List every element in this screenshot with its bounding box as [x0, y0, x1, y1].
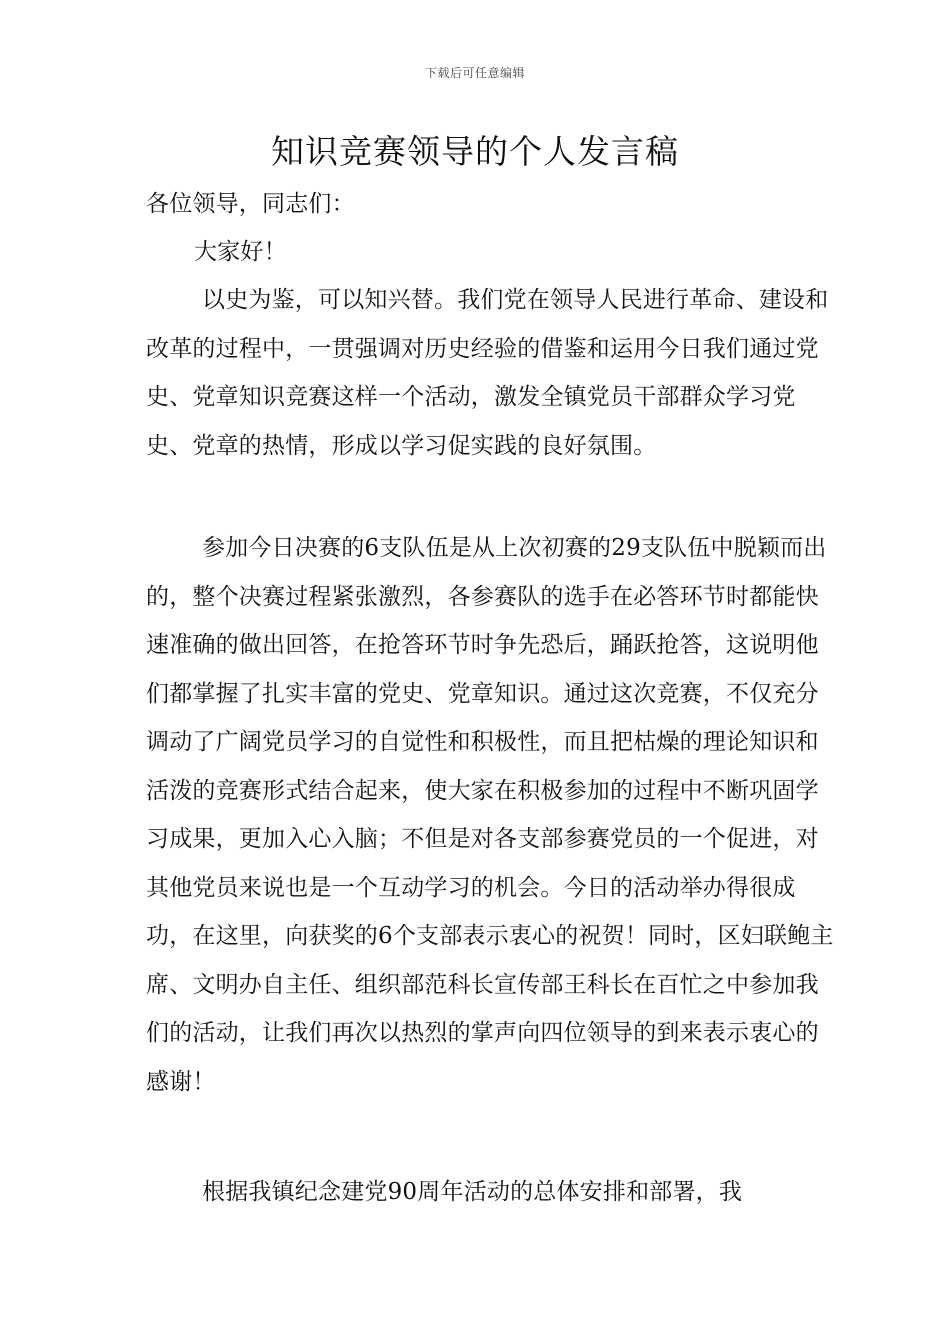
body-paragraph: 以史为鉴，可以知兴替。我们党在领导人民进行革命、建设和改革的过程中，一贯强调对历史经验的借鉴和运用今日我们通过党史、党章知识竞赛这样一个活动，激发全镇党员干部群众学习党史、党章的热情，形成以学习促实践的良好氛围。	[146, 287, 829, 459]
body-paragraph: 参加今日决赛的6支队伍是从上次初赛的29支队伍中脱颖而出的，整个决赛过程紧张激烈，各参赛队的选手在必答环节时都能快速准确的做出回答，在抢答环节时争先恐后，踊跃抢答，这说明他们都掌握了扎实丰富的党史、党章知识。通过这次竞赛，不仅充分调动了广阔党员学习的自觉性和积极性，而且把枯燥的理论知识和活泼的竞赛形式结合起来，使大家在积极参加的过程中不断巩固学习成果，更加入心入脑；不但是对各支部参赛党员的一个促进，对其他党员来说也是一个互动学习的机会。今日的活动举办得很成功，在这里，向获奖的6个支部表示衷心的祝贺！同时，区妇联鲍主席、文明办自主任、组织部范科长宣传部王科长在百忙之中参加我们的活动，让我们再次以热烈的掌声向四位领导的到来表示衷心的感谢！	[146, 535, 834, 1095]
body-paragraph: 根据我镇纪念建党90周年活动的总体安排和部署，我	[202, 1179, 743, 1205]
document-title: 知识竞赛领导的个人发言稿	[271, 132, 679, 171]
salutation-line: 各位领导，同志们：	[146, 191, 355, 217]
download-watermark: 下载后可任意编辑	[424, 66, 525, 80]
greeting-line: 大家好！	[194, 239, 287, 265]
